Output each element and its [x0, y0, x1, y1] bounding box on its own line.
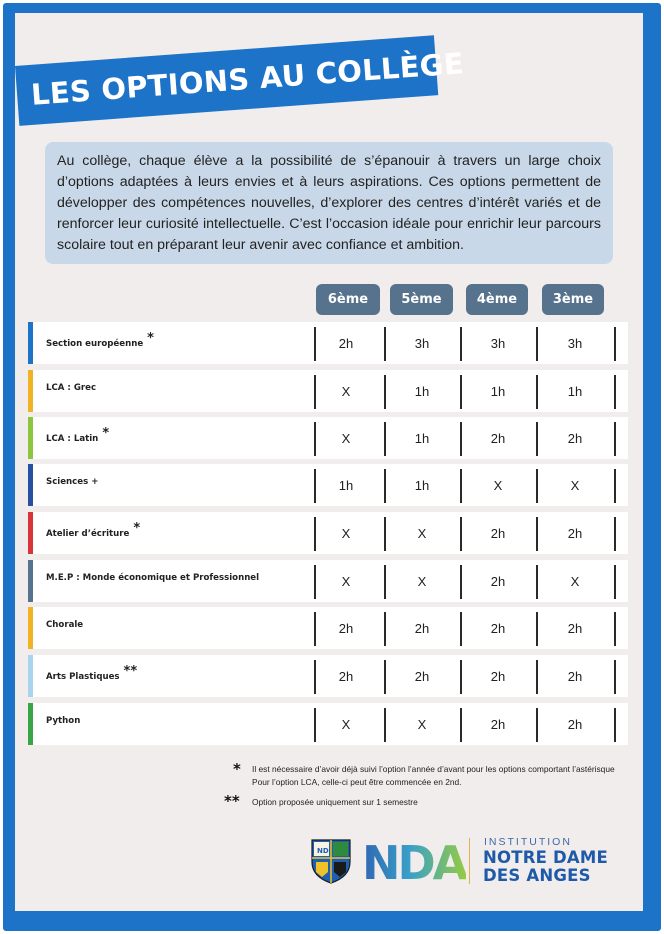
footnote-2: Option proposée uniquement sur 1 semestre	[252, 797, 418, 807]
hours-cell: X	[570, 574, 580, 589]
hours-cell: 2h	[490, 669, 506, 684]
column-separator	[614, 612, 616, 646]
logo-divider	[469, 838, 470, 884]
option-label	[46, 716, 80, 726]
table-row	[28, 703, 628, 745]
table-row	[28, 464, 628, 506]
hours-cell: 2h	[567, 526, 583, 541]
hours-cell: X	[417, 526, 427, 541]
row-color-bar	[28, 417, 33, 459]
option-label	[46, 331, 154, 350]
column-separator	[614, 660, 616, 694]
option-label	[46, 383, 96, 393]
option-asterisk: *	[102, 426, 110, 441]
hours-cell: X	[341, 431, 351, 446]
hours-cell: 3h	[567, 336, 583, 351]
year-header-5: 5ème	[390, 284, 453, 315]
hours-cell: 2h	[567, 717, 583, 732]
svg-text:NDA: NDA	[362, 836, 466, 886]
row-color-bar	[28, 560, 33, 602]
hours-cell: X	[570, 478, 580, 493]
option-name: Python	[46, 716, 81, 726]
column-separator	[614, 375, 616, 409]
hours-cell: 2h	[567, 431, 583, 446]
hours-cell: 2h	[414, 621, 430, 636]
row-color-bar	[28, 512, 33, 554]
hours-cell: 1h	[414, 478, 430, 493]
row-color-bar	[28, 703, 33, 745]
option-label	[46, 426, 110, 445]
option-name: Arts Plastiques	[46, 672, 120, 682]
intro-text: Au collège, chaque élève a la possibilité de s’épanouir à travers un large choix d’options adaptées à leurs envies et à leurs aspirations. Ces options permettent de développer des compétences nouvelles, d’explorer des centres d’intérêt variés et de renforcer leur curiosité intellectuelle. C’est l’occasion idéale pour enrichir leur parcours scolaire tout en préparant leur avenir avec confiance et ambition.	[57, 153, 601, 253]
hours-cell: 1h	[338, 478, 354, 493]
hours-cell: 2h	[490, 526, 506, 541]
option-name: Section européenne	[46, 339, 144, 349]
hours-cell: 2h	[490, 717, 506, 732]
hours-cell: 2h	[490, 431, 506, 446]
option-name: LCA : Grec	[46, 383, 97, 393]
table-row	[28, 560, 628, 602]
option-asterisk: *	[147, 331, 154, 346]
hours-cell: 2h	[338, 336, 354, 351]
column-separator	[614, 469, 616, 503]
hours-cell: X	[341, 574, 351, 589]
option-label	[46, 521, 141, 540]
hours-cell: 1h	[567, 384, 583, 399]
hours-cell: X	[341, 526, 351, 541]
option-asterisk: *	[133, 521, 141, 536]
option-label	[46, 664, 138, 683]
table-row	[28, 655, 628, 697]
hours-cell: 1h	[414, 431, 430, 446]
option-label	[46, 573, 259, 583]
option-label	[46, 620, 83, 630]
hours-cell: 2h	[490, 621, 506, 636]
row-color-bar	[28, 655, 33, 697]
year-header-4: 4ème	[466, 284, 528, 315]
hours-cell: 2h	[567, 669, 583, 684]
option-name: Chorale	[46, 620, 84, 630]
intro-box	[45, 142, 613, 264]
column-separator	[614, 565, 616, 599]
hours-cell: X	[341, 717, 351, 732]
hours-cell: X	[417, 574, 427, 589]
row-color-bar	[28, 322, 33, 364]
hours-cell: X	[493, 478, 503, 493]
hours-cell: 1h	[490, 384, 506, 399]
institution-label: INSTITUTION	[484, 836, 572, 848]
footnote-star-single: *	[233, 760, 241, 778]
table-row	[28, 417, 628, 459]
footnote-1-line-1: Il est nécessaire d’avoir déjà suivi l’option l’année d’avant pour les options comportant l’astérisque	[252, 764, 615, 774]
option-asterisk: **	[123, 664, 138, 679]
hours-cell: 2h	[338, 621, 354, 636]
option-name: Atelier d’écriture	[46, 529, 130, 539]
nda-logo	[362, 834, 466, 886]
hours-cell: X	[417, 717, 427, 732]
year-header-6: 6ème	[316, 284, 380, 315]
hours-cell: 2h	[490, 574, 506, 589]
table-row	[28, 322, 628, 364]
option-name: LCA : Latin	[46, 434, 99, 444]
svg-text:ND: ND	[317, 847, 329, 855]
hours-cell: 1h	[414, 384, 430, 399]
column-separator	[614, 422, 616, 456]
hours-cell: 3h	[490, 336, 506, 351]
hours-cell: 2h	[567, 621, 583, 636]
table-row	[28, 370, 628, 412]
column-separator	[614, 517, 616, 551]
table-row	[28, 512, 628, 554]
hours-cell: X	[341, 384, 351, 399]
year-header-3: 3ème	[542, 284, 604, 315]
footnote-1-line-2: Pour l’option LCA, celle-ci peut être commencée en 2nd.	[252, 777, 462, 787]
hours-cell: 3h	[414, 336, 430, 351]
institution-name-line-1: NOTRE DAME	[483, 848, 608, 867]
table-row	[28, 607, 628, 649]
hours-cell: 2h	[338, 669, 354, 684]
option-name: M.E.P : Monde économique et Professionnel	[46, 573, 260, 583]
column-separator	[614, 708, 616, 742]
footnote-star-double: **	[224, 792, 240, 810]
option-label	[46, 477, 98, 487]
column-separator	[614, 327, 616, 361]
institution-name-line-2: DES ANGES	[483, 866, 591, 885]
hours-cell: 2h	[414, 669, 430, 684]
row-color-bar	[28, 370, 33, 412]
school-crest-icon	[310, 838, 352, 884]
page-title: LES OPTIONS AU COLLÈGE	[29, 46, 466, 112]
row-color-bar	[28, 464, 33, 506]
option-name: Sciences +	[46, 477, 99, 487]
row-color-bar	[28, 607, 33, 649]
